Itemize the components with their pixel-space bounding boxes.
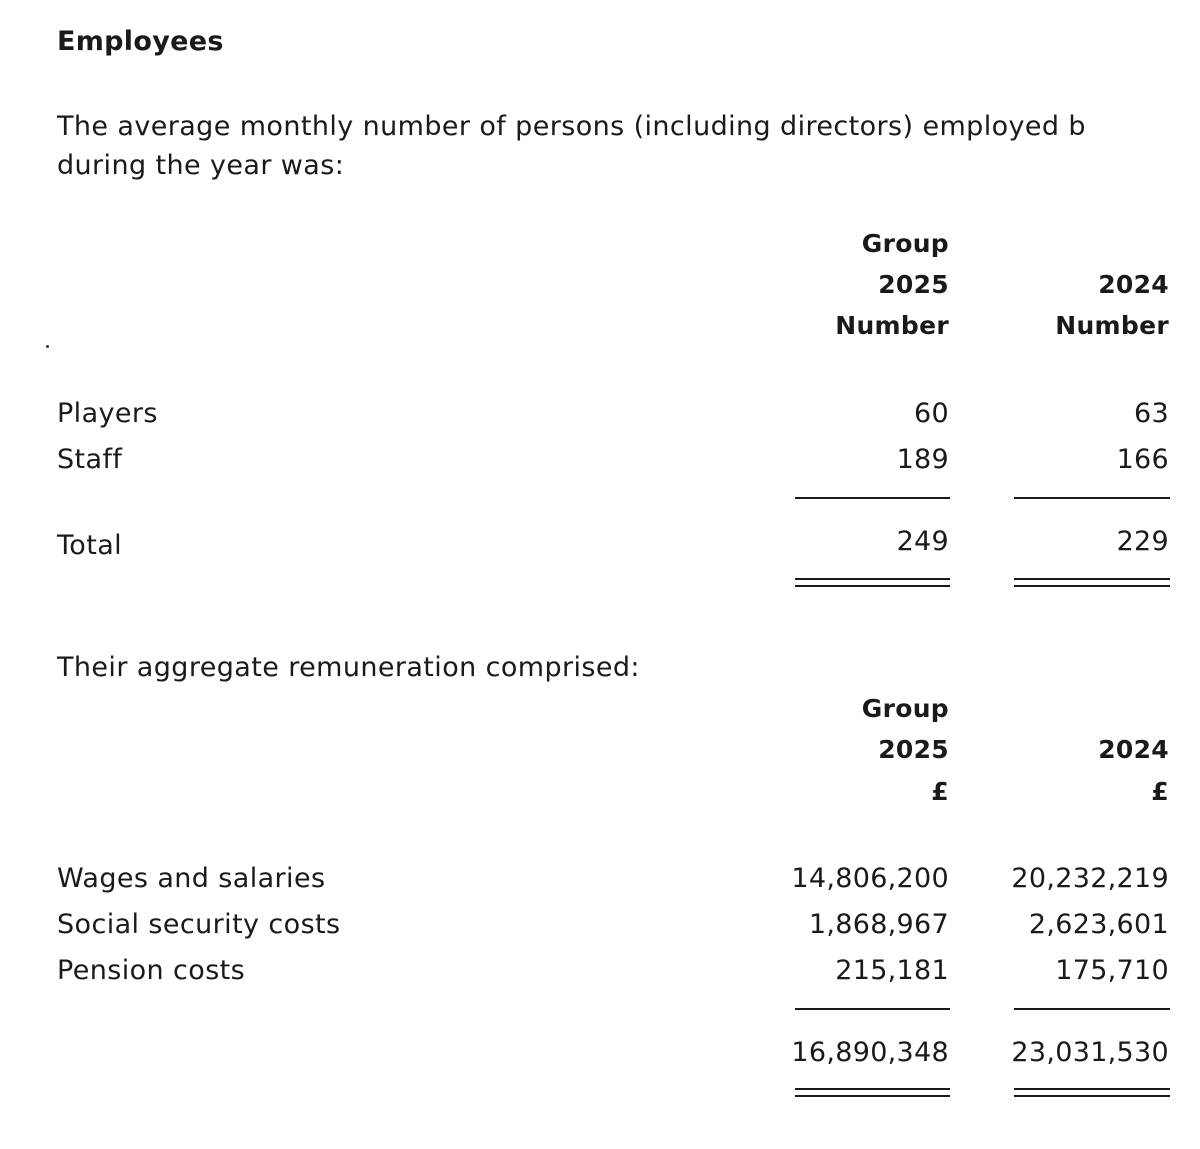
intro-line-1: The average monthly number of persons (including directors) employed b [57, 111, 1086, 142]
remuneration-total-2025: 16,890,348 [791, 1037, 949, 1068]
subtotal-rule [1014, 1008, 1170, 1010]
remuneration-row-label: Pension costs [57, 955, 246, 986]
section-title: Employees [57, 26, 224, 57]
headcount-col2-year: 2024 [1098, 270, 1169, 299]
headcount-col1-year: 2025 [878, 270, 949, 299]
remuneration-row-2024: 2,623,601 [1028, 909, 1169, 940]
total-double-rule [1014, 1095, 1170, 1097]
headcount-row-2025: 189 [896, 444, 949, 475]
headcount-col1-unit: Number [835, 311, 949, 340]
remuneration-row-label: Wages and salaries [57, 863, 326, 894]
total-double-rule [1014, 585, 1170, 587]
headcount-total-label: Total [57, 530, 123, 561]
headcount-row-2025: 60 [914, 398, 949, 429]
remuneration-col2-year: 2024 [1098, 735, 1169, 764]
stray-mark [46, 345, 49, 348]
total-double-rule [1014, 578, 1170, 580]
headcount-total-2025: 249 [896, 526, 949, 557]
headcount-col2-unit: Number [1055, 311, 1169, 340]
total-double-rule [795, 1095, 950, 1097]
remuneration-row-2024: 175,710 [1055, 955, 1169, 986]
remuneration-row-2025: 1,868,967 [808, 909, 949, 940]
headcount-col1-group: Group [861, 229, 949, 258]
total-double-rule [1014, 1088, 1170, 1090]
remuneration-col1-year: 2025 [878, 735, 949, 764]
headcount-row-label: Players [57, 398, 158, 429]
remuneration-intro: Their aggregate remuneration comprised: [57, 652, 640, 683]
headcount-row-2024: 63 [1134, 398, 1169, 429]
headcount-total-2024: 229 [1116, 526, 1169, 557]
remuneration-col1-group: Group [861, 694, 949, 723]
intro-line-2: during the year was: [57, 150, 345, 181]
total-double-rule [795, 1088, 950, 1090]
remuneration-col1-unit: £ [931, 777, 949, 806]
remuneration-col2-unit: £ [1151, 777, 1169, 806]
remuneration-row-2024: 20,232,219 [1011, 863, 1169, 894]
headcount-row-label: Staff [57, 444, 123, 475]
subtotal-rule [795, 1008, 950, 1010]
remuneration-total-2024: 23,031,530 [1011, 1037, 1169, 1068]
remuneration-row-2025: 14,806,200 [791, 863, 949, 894]
total-double-rule [795, 578, 950, 580]
headcount-row-2024: 166 [1116, 444, 1169, 475]
intro-text [57, 107, 1086, 185]
subtotal-rule [1014, 497, 1170, 499]
subtotal-rule [795, 497, 950, 499]
remuneration-row-2025: 215,181 [835, 955, 949, 986]
total-double-rule [795, 585, 950, 587]
remuneration-row-label: Social security costs [57, 909, 341, 940]
